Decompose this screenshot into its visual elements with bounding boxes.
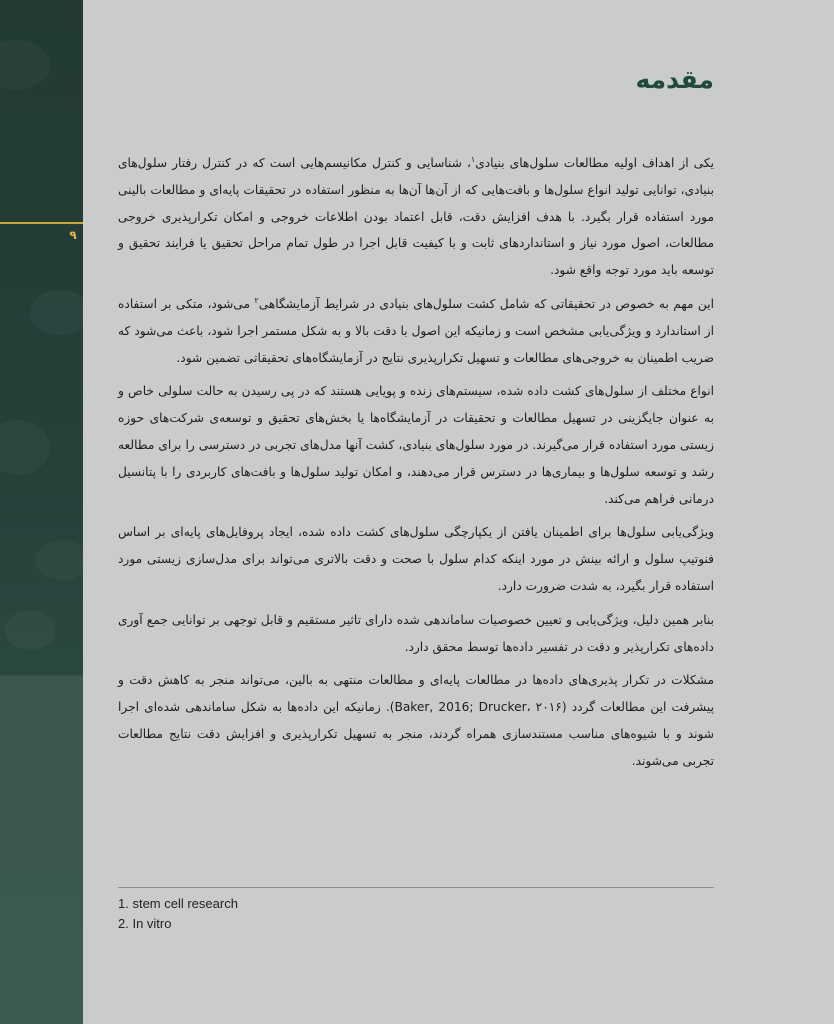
sidebar-band bbox=[0, 0, 83, 1024]
sidebar-rule bbox=[0, 222, 83, 224]
main-content bbox=[118, 60, 714, 782]
paragraph-text: می‌شود، متکی بر استفاده از استاندارد و ویژگی‌یابی مشخص است و زمانیکه این اصول با دقت بالا و به شکل مستمر اجرا شود، باعث می‌شود که ضریب اطمینان به خروجی‌های مطالعات و تسهیل تکرارپذیری نتایج در آزمایشگاه‌های تحقیقاتی تضمین شود. bbox=[118, 296, 714, 365]
paragraph-text: مشکلات در تکرار پذیری‌های داده‌ها در مطالعات پایه‌ای و مطالعات منتهی به بالین، می‌تواند منجر به کاهش دقت و پیشرفت این مطالعات گردد (Baker, 2016; Drucker، ۲۰۱۶). زمانیکه این داده‌ها به شکل ساماندهی شده‌ای اجرا شوند و با شیوه‌های مناسب مستندسازی همراه گردند، منجر به تسهیل تکرارپذیری و افزایش دقت نتایج مطالعات تجربی می‌شوند. bbox=[118, 673, 714, 768]
footnotes bbox=[118, 894, 714, 934]
paragraph-text: یکی از اهداف اولیه مطالعات سلول‌های بنیادی bbox=[475, 156, 715, 170]
paragraph-5 bbox=[118, 607, 714, 661]
paragraph-4 bbox=[118, 519, 714, 599]
paragraph-6 bbox=[118, 667, 714, 774]
paragraph-3 bbox=[118, 378, 714, 512]
footnote-divider bbox=[118, 887, 714, 888]
background-pattern bbox=[30, 290, 83, 335]
paragraph-text: بنابر همین دلیل، ویژگی‌یابی و تعیین خصوصیات ساماندهی شده دارای تاثیر مستقیم و قابل توجهی بر توانایی جمع آوری داده‌های تکرارپذیر و دقت در تفسیر داده‌ها توسط محقق دارد. bbox=[118, 612, 714, 654]
paragraph-1 bbox=[118, 150, 714, 284]
page-number: ۹ bbox=[69, 228, 77, 242]
paragraph-2 bbox=[118, 291, 714, 371]
background-pattern bbox=[0, 420, 50, 475]
footnote-1: 1. stem cell research bbox=[118, 896, 238, 911]
page-title: مقدمه bbox=[635, 65, 714, 94]
background-pattern bbox=[5, 610, 55, 650]
paragraph-text: این مهم به خصوص در تحقیقاتی که شامل کشت سلول‌های بنیادی در شرایط آزمایشگاهی bbox=[258, 296, 714, 311]
background-pattern bbox=[35, 540, 83, 580]
paragraph-text: انواع مختلف از سلول‌های کشت داده شده، سیستم‌های زنده و پویایی هستند که در پی رسیدن به حالت سلولی خاص و به عنوان جایگزینی در تسهیل مطالعات و تحقیقات در آزمایشگاه‌ها یا بخش‌های تحقیق و توسعه‌ی شرکت‌های حوزه زیستی مورد استفاده قرار می‌گیرند. در مورد سلول‌های بنیادی، کشت آنها مدل‌های تجربی در دسترسی را برای مطالعه رشد و توسعه سلول‌ها و بیماری‌ها در دسترس قرار می‌دهند، و امکان تولید سلول‌ها و بافت‌های کاربردی را با پتانسیل درمانی فراهم می‌کند. bbox=[118, 384, 714, 506]
footnote-2: 2. In vitro bbox=[118, 916, 172, 931]
footnote-ref: ۲ bbox=[254, 295, 259, 305]
background-pattern bbox=[0, 40, 50, 90]
footnote-ref: ۱ bbox=[470, 154, 476, 164]
paragraph-text: ویژگی‌یابی سلول‌ها برای اطمینان یافتن از یکپارچگی سلول‌های کشت داده شده، ایجاد پروفایل‌های پایه‌ای بر اساس فنوتیپ سلول و ارائه بینش در مورد اینکه کدام سلول با صحت و دقت بالاتری می‌تواند برای مدل‌سازی زیستی مورد استفاده قرار بگیرد، به شدت ضرورت دارد. bbox=[118, 525, 714, 593]
paragraph-text: ، شناسایی و کنترل مکانیسم‌هایی است که در کنترل رفتار سلول‌های بنیادی، توانایی تولید انواع سلول‌ها و بافت‌هایی که از آن‌ها آن‌ها به منظور استفاده در تحقیقات پایه‌ای و مطالعات بالینی مورد استفاده قرار بگیرد. با هدف افزایش دقت، قابل اعتماد بودن اطلاعات خروجی و امکان تکرارپذیری خروجی مطالعات، اصول مورد نیاز و استانداردهای ثابت و با کیفیت قابل اجرا در طول تمام مراحل تحقیق یا فرایند تحقیق و توسعه باید مورد توجه واقع شود. bbox=[118, 156, 714, 278]
